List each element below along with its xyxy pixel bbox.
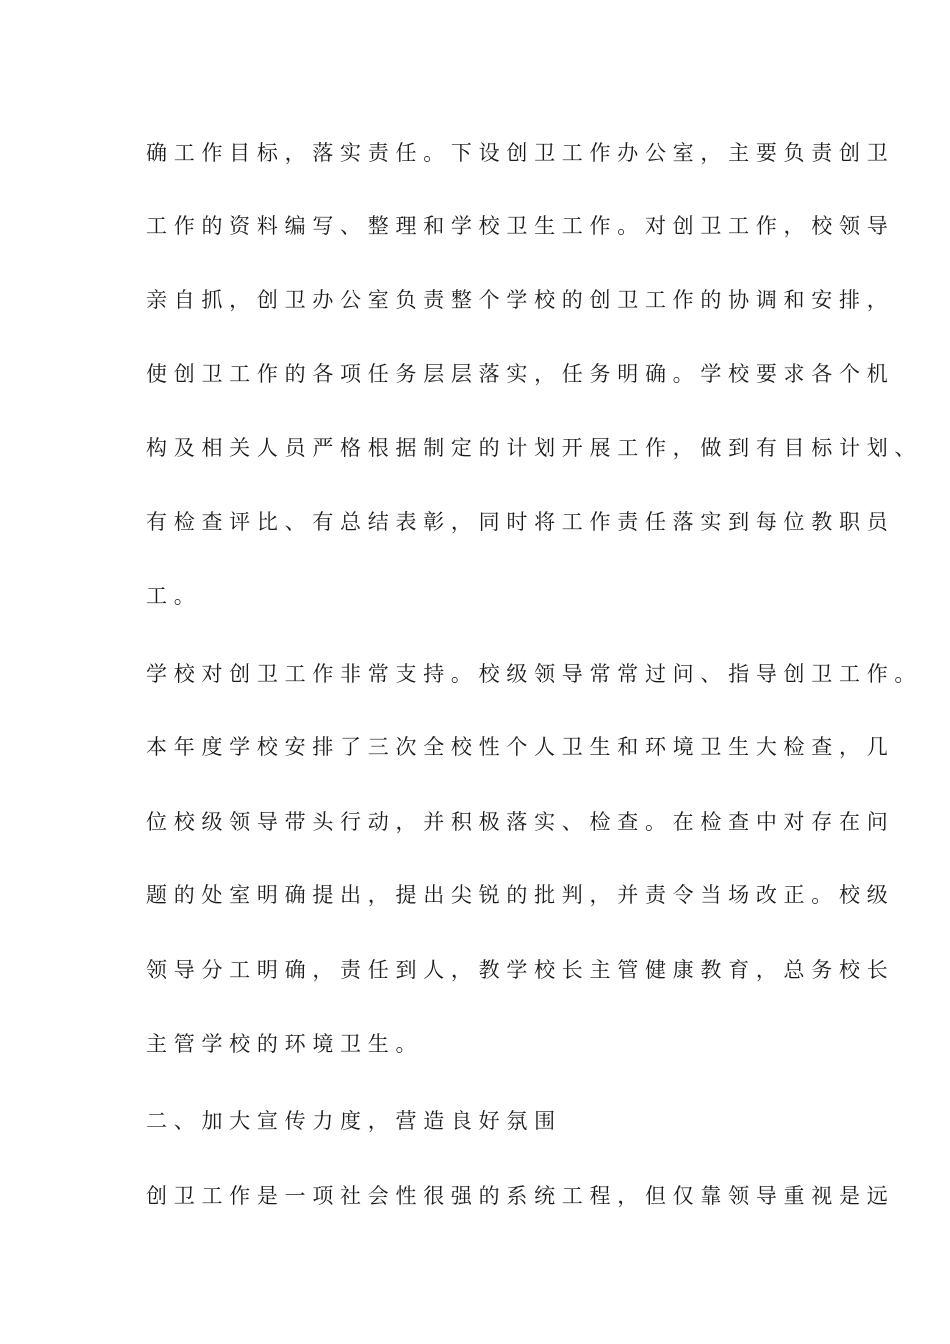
text-line: 工作的资料编写、整理和学校卫生工作。对创卫工作，校领导 (146, 214, 895, 238)
text-line: 亲自抓，创卫办公室负责整个学校的创卫工作的协调和安排， (146, 288, 895, 312)
text-line: 确工作目标，落实责任。下设创卫工作办公室，主要负责创卫 (146, 141, 895, 165)
text-line: 主管学校的环境卫生。 (146, 1032, 424, 1056)
text-line: 位校级领导带头行动，并积极落实、检查。在检查中对存在问 (146, 810, 895, 834)
text-line: 工。 (146, 584, 202, 608)
text-line: 领导分工明确，责任到人，教学校长主管健康教育，总务校长 (146, 958, 895, 982)
text-line: 有检查评比、有总结表彰，同时将工作责任落实到每位教职员 (146, 510, 895, 534)
text-line: 题的处室明确提出，提出尖锐的批判，并责令当场改正。校级 (146, 883, 895, 907)
text-line: 构及相关人员严格根据制定的计划开展工作，做到有目标计划、 (146, 436, 923, 460)
text-line: 使创卫工作的各项任务层层落实，任务明确。学校要求各个机 (146, 362, 895, 386)
section-heading: 二、加大宣传力度，营造良好氛围 (146, 1109, 562, 1133)
text-line: 本年度学校安排了三次全校性个人卫生和环境卫生大检查，几 (146, 735, 895, 759)
text-line: 学校对创卫工作非常支持。校级领导常常过问、指导创卫工作。 (146, 662, 923, 686)
text-line: 创卫工作是一项社会性很强的系统工程，但仅靠领导重视是远 (146, 1184, 895, 1208)
